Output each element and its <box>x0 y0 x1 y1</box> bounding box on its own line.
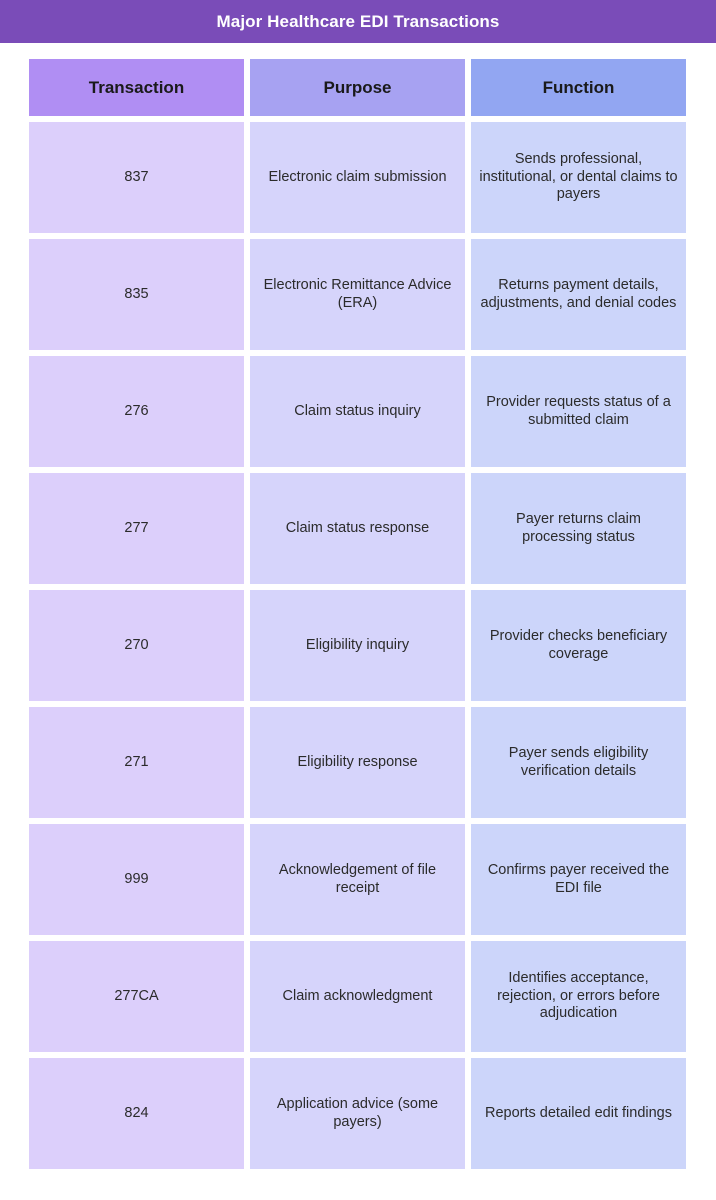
cell-purpose: Eligibility response <box>250 707 465 818</box>
table-row <box>29 1058 687 1169</box>
cell-function: Identifies acceptance, rejection, or errors before adjudication <box>471 941 686 1052</box>
table-row <box>29 941 687 1052</box>
cell-purpose: Acknowledgement of file receipt <box>250 824 465 935</box>
cell-function: Provider checks beneficiary coverage <box>471 590 686 701</box>
cell-function: Payer returns claim processing status <box>471 473 686 584</box>
table-row <box>29 239 687 350</box>
table-row <box>29 824 687 935</box>
table-row <box>29 122 687 233</box>
cell-purpose: Application advice (some payers) <box>250 1058 465 1169</box>
table-row <box>29 707 687 818</box>
cell-purpose: Claim acknowledgment <box>250 941 465 1052</box>
cell-transaction: 999 <box>29 824 244 935</box>
cell-transaction: 276 <box>29 356 244 467</box>
cell-function: Payer sends eligibility verification details <box>471 707 686 818</box>
cell-transaction: 824 <box>29 1058 244 1169</box>
cell-transaction: 837 <box>29 122 244 233</box>
cell-transaction: 835 <box>29 239 244 350</box>
table-row <box>29 356 687 467</box>
edi-transactions-table <box>29 59 687 1175</box>
table-row <box>29 473 687 584</box>
cell-function: Provider requests status of a submitted claim <box>471 356 686 467</box>
cell-purpose: Electronic Remittance Advice (ERA) <box>250 239 465 350</box>
cell-transaction: 277 <box>29 473 244 584</box>
cell-function: Reports detailed edit findings <box>471 1058 686 1169</box>
header-purpose: Purpose <box>250 59 465 116</box>
table-header-row <box>29 59 687 116</box>
cell-purpose: Electronic claim submission <box>250 122 465 233</box>
cell-transaction: 277CA <box>29 941 244 1052</box>
table-row <box>29 590 687 701</box>
header-function: Function <box>471 59 686 116</box>
cell-function: Sends professional, institutional, or dental claims to payers <box>471 122 686 233</box>
cell-transaction: 271 <box>29 707 244 818</box>
cell-function: Returns payment details, adjustments, and denial codes <box>471 239 686 350</box>
cell-transaction: 270 <box>29 590 244 701</box>
header-transaction: Transaction <box>29 59 244 116</box>
cell-purpose: Claim status inquiry <box>250 356 465 467</box>
cell-function: Confirms payer received the EDI file <box>471 824 686 935</box>
page-title: Major Healthcare EDI Transactions <box>0 0 716 43</box>
cell-purpose: Claim status response <box>250 473 465 584</box>
cell-purpose: Eligibility inquiry <box>250 590 465 701</box>
